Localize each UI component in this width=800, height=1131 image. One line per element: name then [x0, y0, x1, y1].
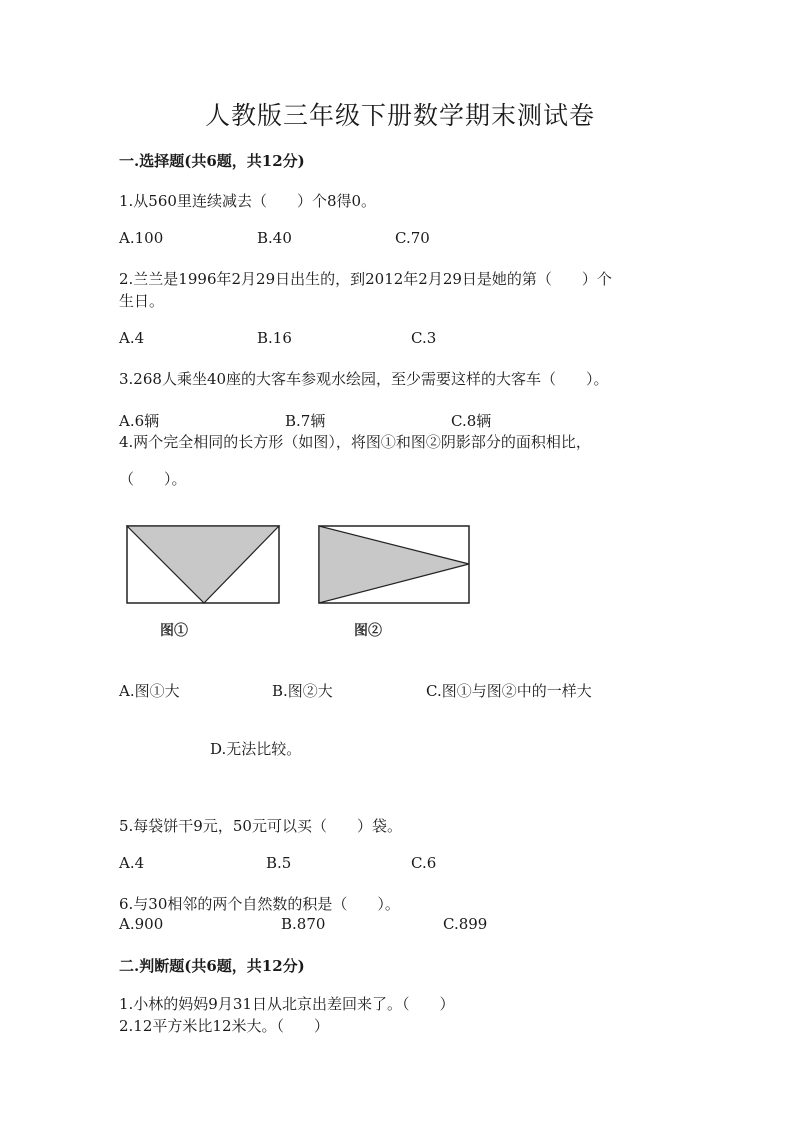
judgment-2-text: 2.12平方米比12米大。（ ）: [119, 1017, 329, 1035]
section-heading-judgment: 二.判断题(共6题，共12分): [119, 957, 305, 975]
question-4-option-b: B.图②大: [272, 682, 333, 700]
question-3-option-c: C.8辆: [451, 412, 492, 430]
page-title: 人教版三年级下册数学期末测试卷: [204, 101, 595, 130]
question-2-option-b: B.16: [257, 329, 292, 347]
judgment-1-text: 1.小林的妈妈9月31日从北京出差回来了。（ ）: [119, 995, 455, 1013]
question-5-option-a: A.4: [119, 854, 145, 872]
question-1-text: 1.从560里连续减去（ ）个8得0。: [119, 192, 377, 210]
question-1-option-c: C.70: [395, 229, 430, 247]
figure-1-rectangle: [126, 525, 281, 605]
question-3-option-a: A.6辆: [119, 412, 160, 430]
question-2-option-a: A.4: [119, 329, 145, 347]
question-3-option-b: B.7辆: [285, 412, 326, 430]
question-1-option-a: A.100: [119, 229, 164, 247]
question-5-option-b: B.5: [266, 854, 292, 872]
question-4-text-line1: 4.两个完全相同的长方形（如图），将图①和图②阴影部分的面积相比，: [119, 433, 591, 451]
question-4-text-line2: （ ）。: [119, 470, 187, 488]
question-2-option-c: C.3: [411, 329, 437, 347]
question-6-option-b: B.870: [281, 915, 326, 933]
question-4-option-d: D.无法比较。: [210, 740, 302, 758]
question-2-text-line2: 生日。: [119, 292, 165, 310]
question-4-option-a: A.图①大: [119, 682, 180, 700]
figure-2-rectangle: [318, 525, 471, 605]
figure-1-label: 图①: [160, 623, 188, 639]
question-2-text-line1: 2.兰兰是1996年2月29日出生的，到2012年2月29日是她的第（ ）个: [119, 270, 612, 288]
figure-2-label: 图②: [354, 623, 382, 639]
question-5-text: 5.每袋饼干9元，50元可以买（ ）袋。: [119, 817, 402, 835]
section-heading-choice: 一.选择题(共6题，共12分): [119, 152, 305, 170]
question-5-option-c: C.6: [411, 854, 437, 872]
question-3-text: 3.268人乘坐40座的大客车参观水绘园，至少需要这样的大客车（ ）。: [119, 370, 609, 388]
question-1-option-b: B.40: [257, 229, 292, 247]
question-6-option-c: C.899: [443, 915, 488, 933]
question-6-option-a: A.900: [119, 915, 164, 933]
question-6-text: 6.与30相邻的两个自然数的积是（ ）。: [119, 895, 400, 913]
question-4-option-c: C.图①与图②中的一样大: [426, 682, 592, 700]
